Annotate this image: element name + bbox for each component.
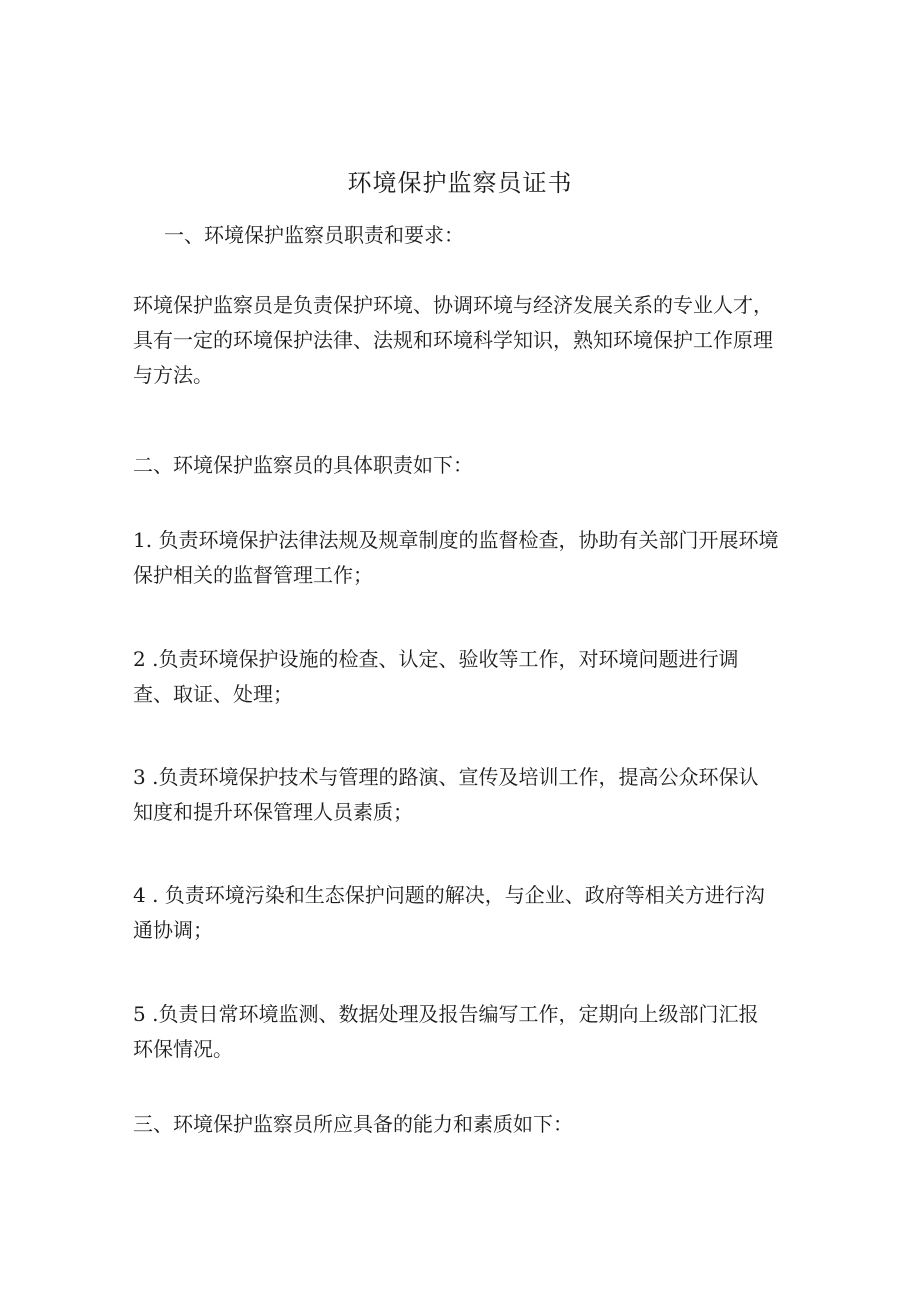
duty-line: 1. 负责环境保护法律法规及规章制度的监督检查，协助有关部门开展环境 — [133, 528, 779, 552]
document-title: 环境保护监察员证书 — [347, 169, 573, 197]
intro-line: 具有一定的环境保护法律、法规和环境科学知识，熟知环境保护工作原理 — [133, 328, 773, 352]
duty-item-5 — [133, 997, 793, 1067]
duty-line: 2 .负责环境保护设施的检查、认定、验收等工作，对环境问题进行调 — [133, 647, 739, 671]
duty-line: 4 . 负责环境污染和生态保护问题的解决，与企业、政府等相关方进行沟 — [133, 883, 765, 907]
intro-line: 与方法。 — [133, 363, 213, 387]
duty-item-3 — [133, 760, 793, 830]
duty-line: 查、取证、处理； — [133, 682, 293, 706]
duty-line: 环保情况。 — [133, 1037, 233, 1061]
duty-line: 3 .负责环境保护技术与管理的路演、宣传及培训工作，提高公众环保认 — [133, 765, 759, 789]
duty-line: 通协调； — [133, 918, 213, 942]
section-heading-2: 二、环境保护监察员的具体职责如下： — [133, 453, 473, 477]
duty-item-4 — [133, 878, 793, 948]
section-heading-3: 三、环境保护监察员所应具备的能力和素质如下： — [133, 1112, 573, 1136]
intro-paragraph — [133, 288, 793, 393]
intro-line: 环境保护监察员是负责保护环境、协调环境与经济发展关系的专业人才， — [133, 293, 773, 317]
duty-line: 保护相关的监督管理工作； — [133, 563, 373, 587]
section-heading-1: 一、环境保护监察员职责和要求： — [164, 223, 464, 247]
duty-line: 知度和提升环保管理人员素质； — [133, 800, 413, 824]
duty-item-1 — [133, 523, 793, 593]
duty-item-2 — [133, 642, 793, 712]
duty-line: 5 .负责日常环境监测、数据处理及报告编写工作，定期向上级部门汇报 — [133, 1002, 759, 1026]
